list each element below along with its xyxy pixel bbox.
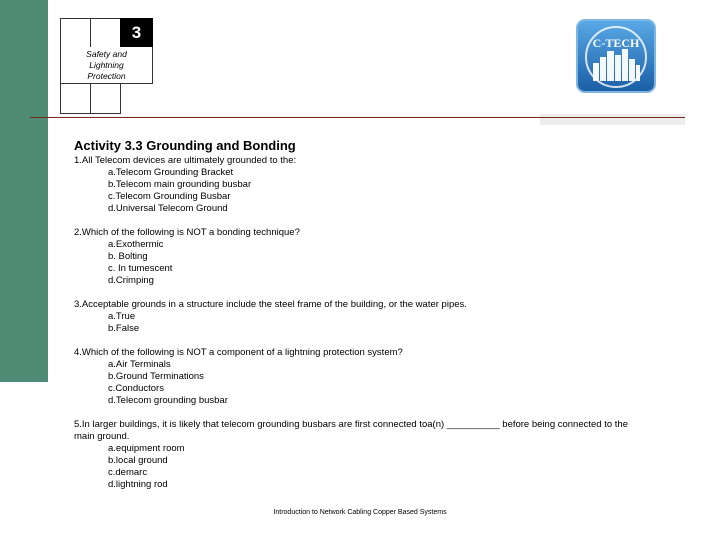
header-grid-cell [90, 18, 121, 48]
question-prompt: 4.Which of the following is NOT a component of a lightning protection system? [74, 347, 403, 358]
activity-content [74, 140, 634, 503]
answer-option: b.False [108, 323, 140, 334]
answer-option: b. Bolting [108, 251, 148, 262]
answer-option: d.lightning rod [108, 479, 168, 490]
answer-option: c.Telecom Grounding Busbar [108, 191, 231, 202]
chapter-number: 3 [120, 18, 153, 47]
answer-option: a.equipment room [108, 443, 185, 454]
answer-option: d.Crimping [108, 275, 154, 286]
logo-text: C-TECH [592, 36, 640, 50]
page-footer: Introduction to Network Cabling Copper Based Systems [273, 509, 447, 516]
question-4 [74, 347, 634, 407]
answer-option: a.Air Terminals [108, 359, 171, 370]
answer-option: c. In tumescent [108, 263, 173, 274]
answer-option: c.Conductors [108, 383, 164, 394]
activity-title: Activity 3.3 Grounding and Bonding [74, 138, 296, 153]
question-5 [74, 419, 634, 491]
section-label-line: Safety and [86, 49, 127, 59]
header-grid-cell [60, 83, 91, 114]
answer-option: c.demarc [108, 467, 148, 478]
section-label [60, 47, 153, 84]
section-label-line: Lightning [89, 60, 124, 70]
header-rule-accent [540, 114, 685, 125]
question-2 [74, 227, 634, 287]
question-prompt: 3.Acceptable grounds in a structure include the steel frame of the building, or the water pipes. [74, 299, 467, 310]
question-3 [74, 299, 634, 335]
answer-option: a.True [108, 311, 136, 322]
question-1 [74, 155, 634, 215]
answer-option: d.Universal Telecom Ground [108, 203, 228, 214]
question-prompt: 2.Which of the following is NOT a bonding technique? [74, 227, 300, 238]
header-grid-cell [90, 83, 121, 114]
question-prompt: 5.In larger buildings, it is likely that telecom grounding busbars are first connected toa(n) __________ before being connected to the main ground. [74, 419, 628, 442]
answer-option: b.local ground [108, 455, 168, 466]
answer-option: a.Telecom Grounding Bracket [108, 167, 234, 178]
answer-option: b.Telecom main grounding busbar [108, 179, 252, 190]
question-prompt: 1.All Telecom devices are ultimately grounded to the: [74, 155, 297, 166]
header-rule [30, 117, 685, 118]
answer-option: a.Exothermic [108, 239, 164, 250]
answer-option: d.Telecom grounding busbar [108, 395, 228, 406]
answer-option: b.Ground Terminations [108, 371, 204, 382]
header-grid-cell [60, 18, 91, 48]
section-label-line: Protection [87, 71, 126, 81]
side-accent-bar [0, 0, 48, 382]
c-tech-logo [576, 19, 656, 93]
